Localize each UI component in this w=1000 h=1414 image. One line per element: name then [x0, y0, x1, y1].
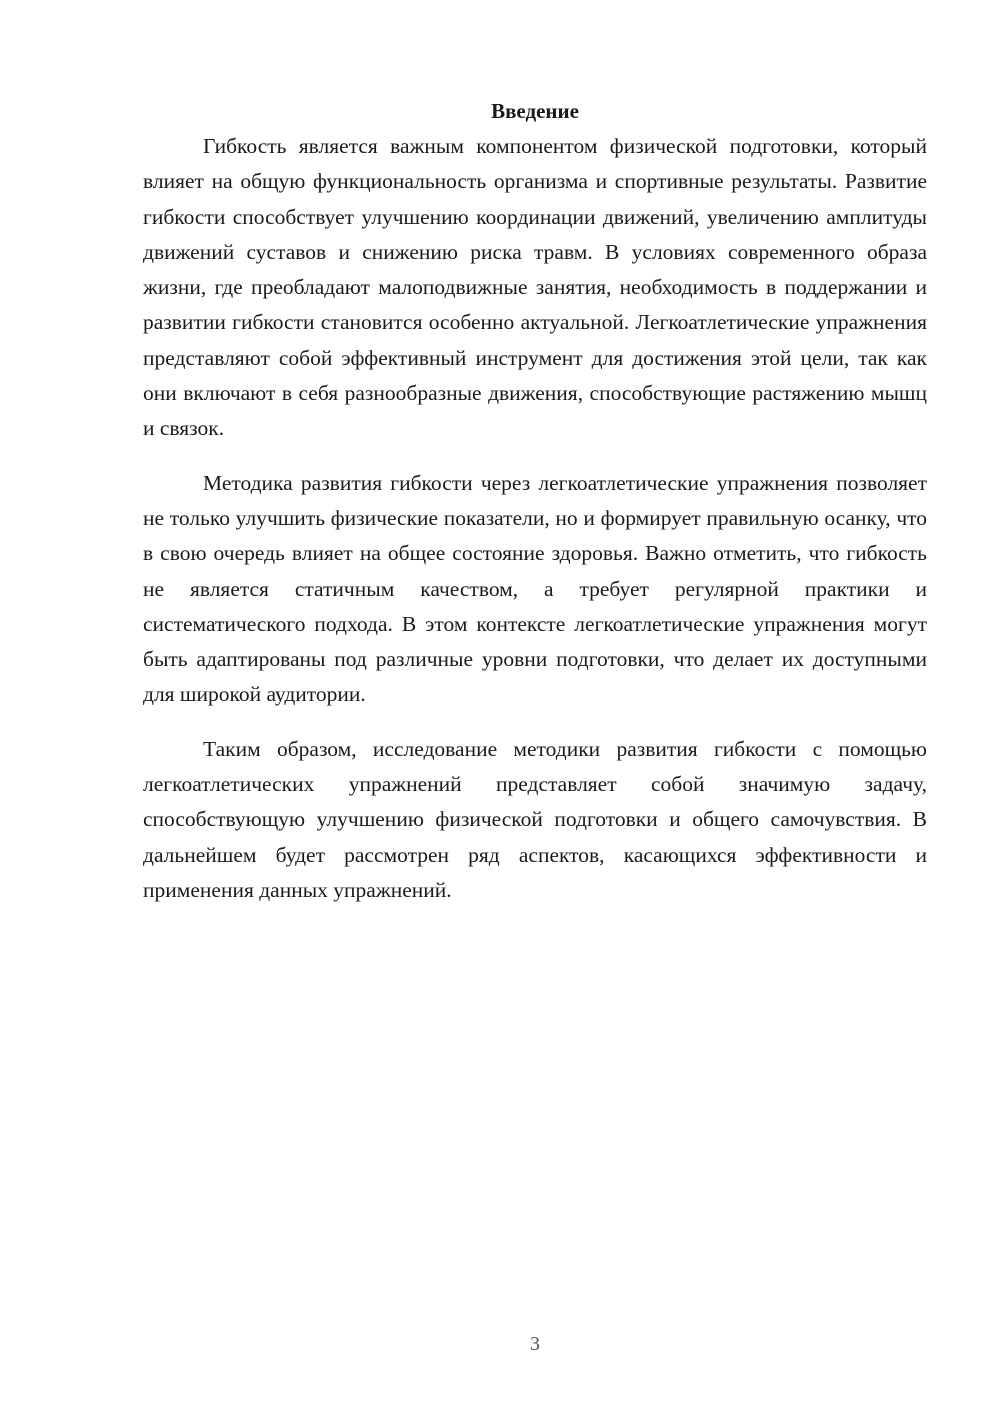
paragraph-3: Таким образом, исследование методики развития гибкости с помощью легкоатлетических упражнений представляет собой значимую задачу, способствующую улучшению физической подготовки и общего самочувствия. В дальнейшем будет рассмотрен ряд аспектов, касающихся эффективности и применения данных упражнений.: [143, 736, 927, 902]
page-number: 3: [530, 1333, 540, 1355]
paragraph-1: Гибкость является важным компонентом физической подготовки, который влияет на общую функциональность организма и спортивные результаты. Развитие гибкости способствует улучшению координации движений, увеличению амплитуды движений суставов и снижению риска травм. В условиях современного образа жизни, где преобладают малоподвижные занятия, необходимость в поддержании и развитии гибкости становится особенно актуальной. Легкоатлетические упражнения представляют собой эффективный инструмент для достижения этой цели, так как они включают в себя разнообразные движения, способствующие растяжению мышц и связок.: [143, 134, 927, 441]
page-content: [143, 94, 927, 908]
section-heading: Введение: [491, 99, 579, 123]
paragraph-2: Методика развития гибкости через легкоатлетические упражнения позволяет не только улучшить физические показатели, но и формирует правильную осанку, что в свою очередь влияет на общее состояние здоровья. Важно отметить, что гибкость не является статичным качеством, а требует регулярной практики и систематического подхода. В этом контексте легкоатлетические упражнения могут быть адаптированы под различные уровни подготовки, что делает их доступными для широкой аудитории.: [143, 470, 927, 707]
